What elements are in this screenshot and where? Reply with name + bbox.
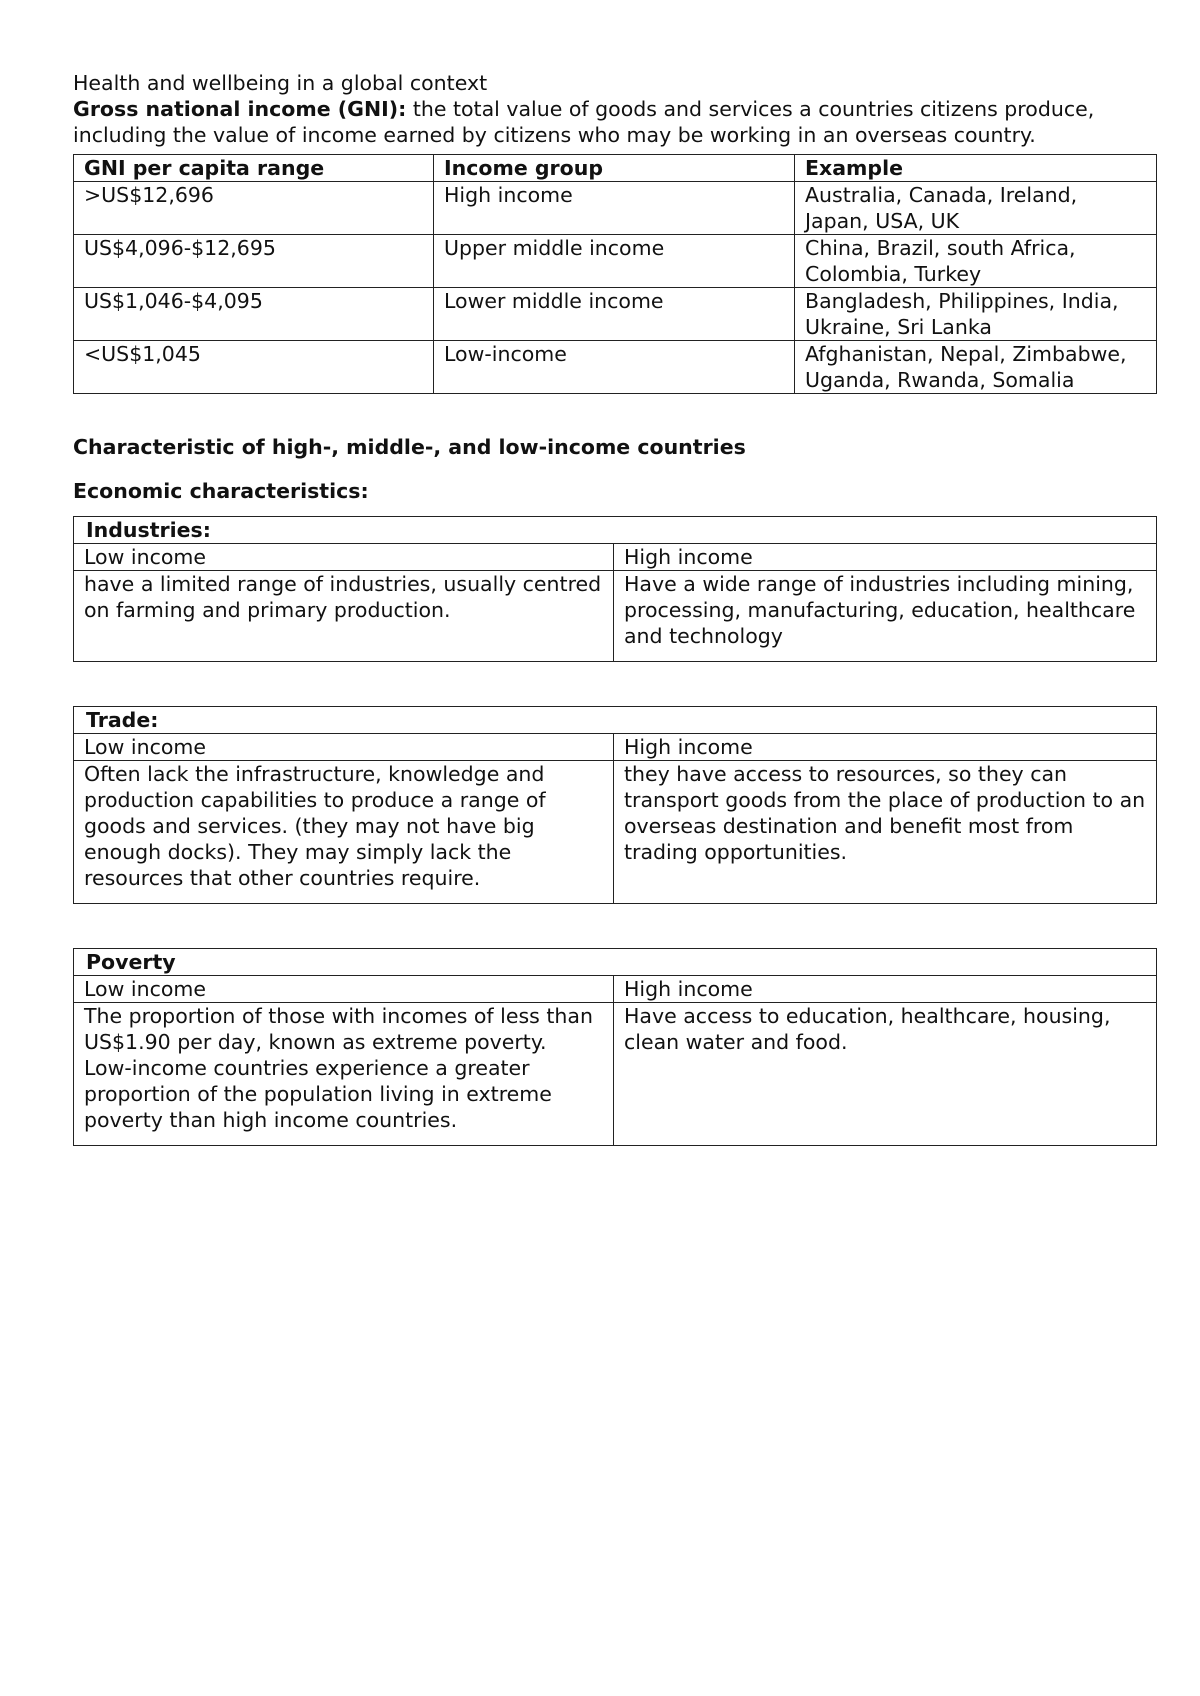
table-header-row bbox=[74, 155, 1157, 182]
paragraph: Often lack the infrastructure, knowledge and production capabilities to produce a range of goods and services. (they may not have big enough docks). They may simply lack the resources that other countries require. bbox=[84, 762, 546, 890]
low-income-label: Low income bbox=[74, 544, 614, 571]
gni-definition bbox=[73, 96, 1153, 148]
cell-example: Bangladesh, Philippines, India, Ukraine, Sri Lanka bbox=[795, 288, 1157, 341]
poverty-table bbox=[73, 948, 1157, 1146]
paragraph: Have a wide range of industries including mining, processing, manufacturing, education, healthcare and technology bbox=[624, 572, 1136, 648]
low-income-label: Low income bbox=[74, 976, 614, 1003]
cell-income-group: High income bbox=[434, 182, 795, 235]
industries-table bbox=[73, 516, 1157, 662]
column-header-example: Example bbox=[795, 155, 1157, 182]
table-row bbox=[74, 341, 1157, 394]
paragraph: Low-income countries experience a greater proportion of the population living in extreme poverty than high income countries. bbox=[84, 1056, 552, 1132]
column-header-range: GNI per capita range bbox=[74, 155, 434, 182]
table-row bbox=[74, 235, 1157, 288]
cell-example: Australia, Canada, Ireland, Japan, USA, UK bbox=[795, 182, 1157, 235]
table-row bbox=[74, 288, 1157, 341]
high-income-label: High income bbox=[614, 544, 1157, 571]
gni-income-table bbox=[73, 154, 1157, 394]
high-income-label: High income bbox=[614, 976, 1157, 1003]
low-income-description bbox=[74, 1003, 614, 1146]
characteristics-heading: Characteristic of high-, middle-, and low-income countries bbox=[73, 435, 746, 459]
cell-income-group: Lower middle income bbox=[434, 288, 795, 341]
cell-income-group: Upper middle income bbox=[434, 235, 795, 288]
economic-characteristics-heading: Economic characteristics: bbox=[73, 479, 369, 503]
gni-definition-text: the total value of goods and services a countries citizens produce, including the value of income earned by citizens who may be working in an overseas country. bbox=[73, 97, 1095, 147]
document-page bbox=[73, 70, 1153, 1146]
cell-income-group: Low-income bbox=[434, 341, 795, 394]
table-row bbox=[74, 182, 1157, 235]
paragraph: Have access to education, healthcare, housing, clean water and food. bbox=[624, 1004, 1111, 1054]
cell-example: Afghanistan, Nepal, Zimbabwe, Uganda, Rwanda, Somalia bbox=[795, 341, 1157, 394]
low-income-description bbox=[74, 571, 614, 662]
cell-range: US$4,096-$12,695 bbox=[74, 235, 434, 288]
cell-range: <US$1,045 bbox=[74, 341, 434, 394]
poverty-title: Poverty bbox=[74, 949, 1157, 976]
high-income-description bbox=[614, 571, 1157, 662]
gni-term: Gross national income (GNI): bbox=[73, 97, 407, 121]
cell-range: US$1,046-$4,095 bbox=[74, 288, 434, 341]
high-income-description bbox=[614, 761, 1157, 904]
high-income-description bbox=[614, 1003, 1157, 1146]
column-header-income-group: Income group bbox=[434, 155, 795, 182]
low-income-description bbox=[74, 761, 614, 904]
paragraph: they have access to resources, so they can transport goods from the place of production to an overseas destination and benefit most from trading opportunities. bbox=[624, 762, 1146, 864]
high-income-label: High income bbox=[614, 734, 1157, 761]
paragraph: The proportion of those with incomes of less than US$1.90 per day, known as extreme poverty. bbox=[84, 1004, 593, 1054]
trade-title: Trade: bbox=[74, 707, 1157, 734]
industries-title: Industries: bbox=[74, 517, 1157, 544]
paragraph: have a limited range of industries, usually centred on farming and primary production. bbox=[84, 572, 602, 622]
document-title: Health and wellbeing in a global context bbox=[73, 71, 488, 95]
trade-table bbox=[73, 706, 1157, 904]
cell-range: >US$12,696 bbox=[74, 182, 434, 235]
low-income-label: Low income bbox=[74, 734, 614, 761]
cell-example: China, Brazil, south Africa, Colombia, Turkey bbox=[795, 235, 1157, 288]
